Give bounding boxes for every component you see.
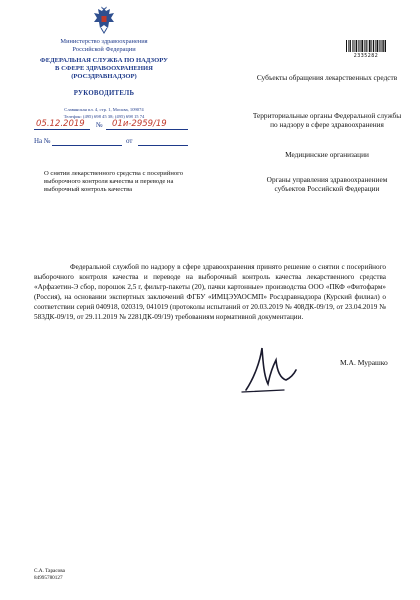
letter-body: Федеральной службой по надзору в сфере здравоохранения принято решение о снятии с посерийного выборочного контроля качества и переводе на выборочный контроль качества лекарственного средства «Арфазетин-Э сбор, порошок 2,5 г, фильтр-пакеты (20), пачки картонные» производства ООО «ПКФ «Фитофарм» (Россия), на основании экспертных заключений ФГБУ «ИМЦЭУАОСМП» Росздравнадзора (Курский филиал) о соответствии серий 040918, 020319, 041019 (протоколы испытаний от 20.03.2019 № 408ДК-09/19, от 23.04.2019 № 583ДК-09/19, от 29.11.2019 № 2281ДК-09/19) требованиям нормативной документации.: [34, 263, 386, 321]
ministry-name: Министерство здравоохранения Российской Федерации: [60, 38, 148, 53]
handwritten-number: 01и-2959/19: [112, 119, 167, 129]
phone: Телефон: (495) 698 45 38; (495) 698 15 74: [63, 114, 145, 119]
handwritten-date: 05.12.2019: [36, 119, 85, 129]
executor-name: С.А. Тарасова: [34, 568, 65, 574]
letter-subject: О снятии лекарственного средства с посерийного выборочного контроля качества и переводе на выборочный контроль качества: [44, 170, 184, 194]
service-name: ФЕДЕРАЛЬНАЯ СЛУЖБА ПО НАДЗОРУ В СФЕРЕ ЗДРАВООХРАНЕНИЯ (РОСЗДРАВНАДЗОР): [40, 57, 168, 80]
executor-phone: 84995780127: [34, 575, 63, 581]
addressee-2: Территориальные органы Федеральной службы по надзору в сфере здравоохранения: [252, 111, 402, 129]
head-title: РУКОВОДИТЕЛЬ: [73, 90, 135, 97]
reference-line: [34, 136, 194, 148]
number-prefix: №: [96, 121, 103, 129]
coat-of-arms-icon: [92, 6, 116, 34]
registration-line: [34, 120, 194, 132]
ref-from: от: [126, 137, 133, 145]
barcode-icon: [346, 40, 386, 52]
address: Славянская пл. 4, стр. 1, Москва, 109074: [64, 107, 144, 112]
contacts: [24, 106, 184, 120]
executor-info: [34, 568, 65, 582]
ref-prefix: На №: [34, 137, 51, 145]
signer-name: М.А. Мурашко: [340, 358, 388, 367]
addressee-1: Субъекты обращения лекарственных средств: [256, 73, 398, 82]
barcode-number: 2335282: [353, 53, 379, 59]
signature-icon: [240, 340, 300, 396]
addressee-4: Органы управления здравоохранением субъектов Российской Федерации: [266, 175, 388, 193]
addressee-3: Медицинские организации: [285, 150, 369, 159]
